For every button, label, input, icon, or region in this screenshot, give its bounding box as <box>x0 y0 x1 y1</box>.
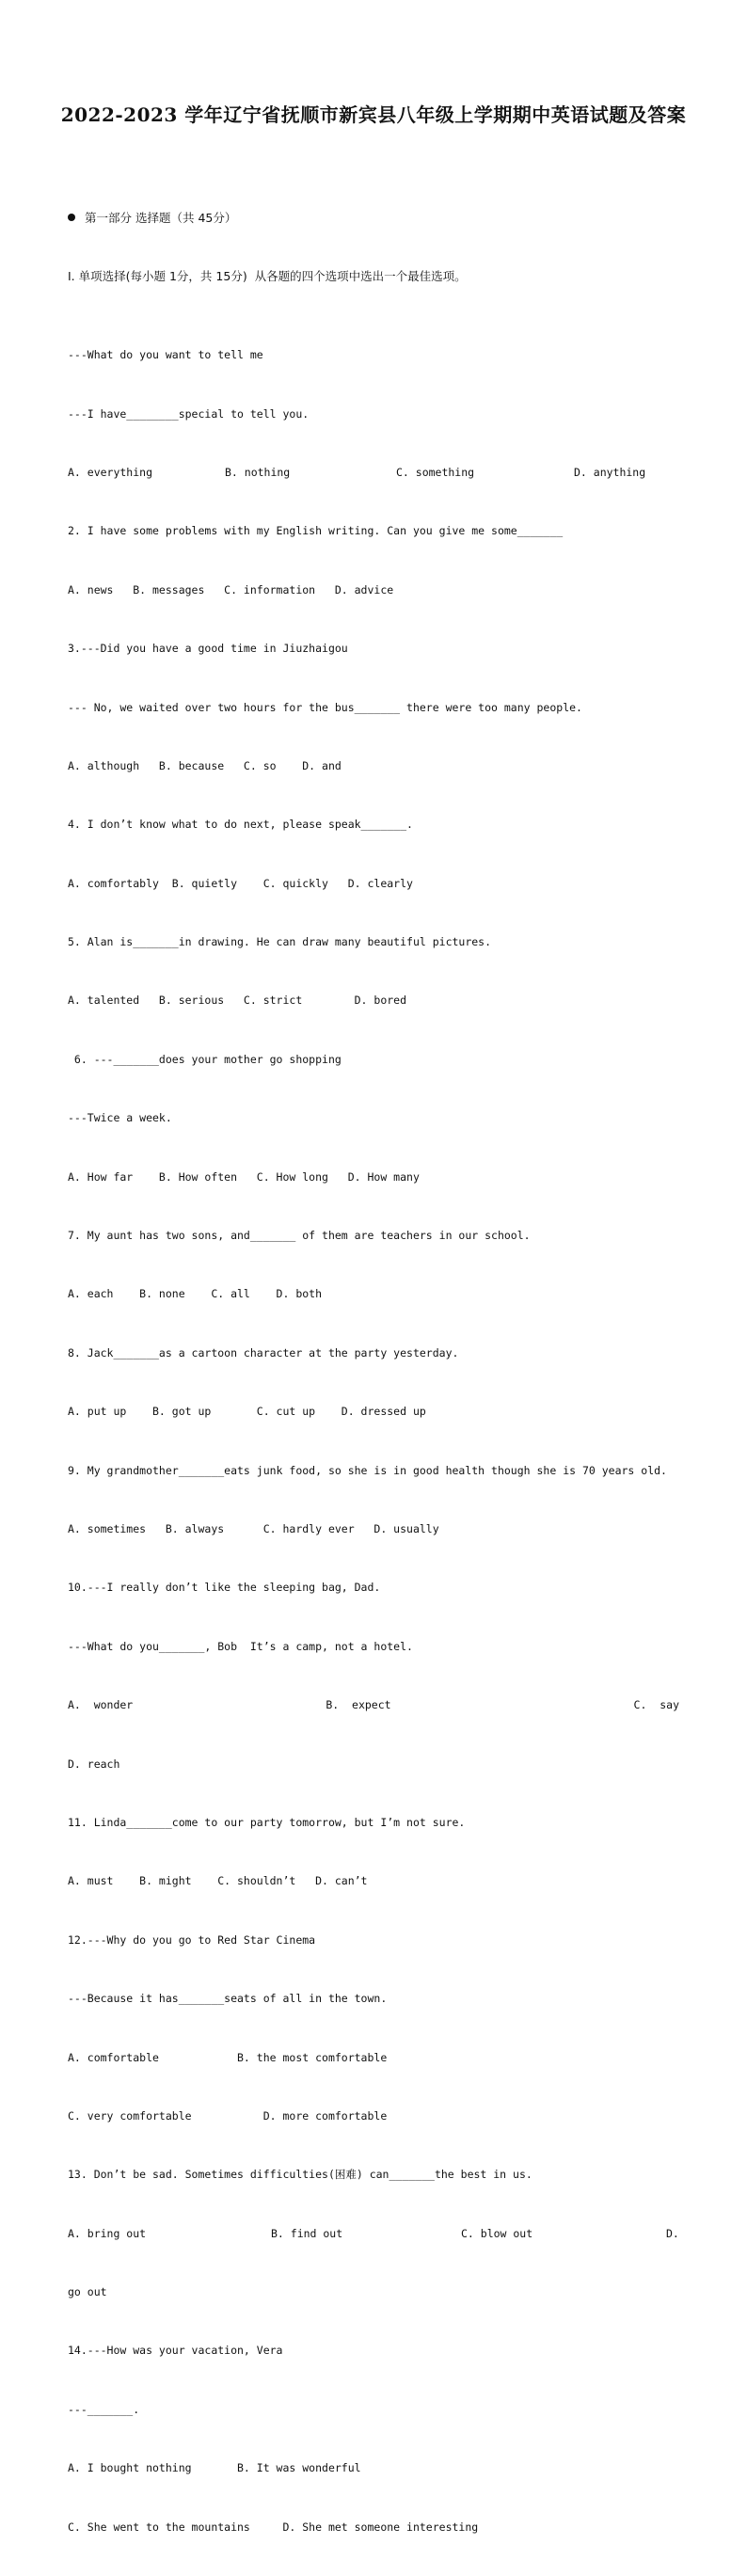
text-line: 3.---Did you have a good time in Jiuzhaigou <box>68 642 348 656</box>
option: A. everything <box>68 465 153 479</box>
text-line: A. comfortably B. quietly C. quickly D. clearly <box>68 876 413 890</box>
text-line: ---What do you_______, Bob It’s a camp, not a hotel. <box>68 1639 413 1653</box>
option-row <box>68 2224 679 2244</box>
option: D. anything <box>574 465 646 479</box>
text-line: go out <box>68 2285 107 2299</box>
text-line: 8. Jack_______as a cartoon character at the party yesterday. <box>68 1345 459 1360</box>
text-line: 11. Linda_______come to our party tomorrow, but I’m not sure. <box>68 1815 466 1829</box>
option: B. expect <box>326 1698 391 1712</box>
text-line: 7. My aunt has two sons, and_______ of them are teachers in our school. <box>68 1229 531 1243</box>
option: D. <box>666 2226 679 2240</box>
text-line: ---I have________special to tell you. <box>68 406 310 421</box>
text-line: ---Because it has_______seats of all in the town. <box>68 1992 388 2006</box>
option: B. nothing <box>225 465 291 479</box>
text-line: A. talented B. serious C. strict D. bored <box>68 994 407 1008</box>
text-line: 5. Alan is_______in drawing. He can draw many beautiful pictures. <box>68 935 492 949</box>
text-line: ---_______. <box>68 2402 140 2416</box>
text-line: A. although B. because C. so D. and <box>68 758 342 772</box>
option-row <box>68 463 679 483</box>
text-line: C. She went to the mountains D. She met someone interesting <box>68 2520 479 2534</box>
text-line: A. comfortable B. the most comfortable <box>68 2050 388 2064</box>
text-line: A. each B. none C. all D. both <box>68 1287 323 1301</box>
document-title: 2022-2023 学年辽宁省抚顺市新宾县八年级上学期期中英语试题及答案 <box>60 103 687 126</box>
option: C. say <box>633 1698 679 1712</box>
option: C. something <box>396 465 475 479</box>
bullet-icon <box>68 214 75 221</box>
text-line: A. How far B. How often C. How long D. How many <box>68 1169 420 1184</box>
text-line: A. put up B. got up C. cut up D. dressed up <box>68 1405 426 1419</box>
text-line: 4. I don’t know what to do next, please speak_______. <box>68 818 413 832</box>
option: C. blow out <box>461 2226 533 2240</box>
text-line: A. I bought nothing B. It was wonderful <box>68 2461 361 2475</box>
text-line: 14.---How was your vacation, Vera <box>68 2344 283 2358</box>
text-line: --- No, we waited over two hours for the bus_______ there were too many people. <box>68 700 582 714</box>
text-line: A. news B. messages C. information D. advice <box>68 582 394 596</box>
text-line: A. must B. might C. shouldn’t D. can’t <box>68 1874 368 1888</box>
option-row <box>68 1695 679 1715</box>
text-line: 10.---I really don’t like the sleeping bag, Dad. <box>68 1581 381 1595</box>
document-body <box>68 169 679 2576</box>
text-line: C. very comfortable D. more comfortable <box>68 2108 388 2123</box>
section-heading: 第一部分 选择题（共 45分） <box>68 209 679 229</box>
option: B. find out <box>271 2226 343 2240</box>
text-line: 6. ---_______does your mother go shopping <box>68 1052 342 1066</box>
text-line: ---What do you want to tell me <box>68 348 263 362</box>
text-line: ---Twice a week. <box>68 1111 172 1125</box>
text-line: 2. I have some problems with my English writing. Can you give me some_______ <box>68 524 564 538</box>
text-line: D. reach <box>68 1757 120 1771</box>
instruction-line: Ⅰ. 单项选择(每小题 1分，共 15分) 从各题的四个选项中选出一个最佳选项。 <box>68 268 467 283</box>
text-line: 9. My grandmother_______eats junk food, so she is in good health though she is 70 years old. <box>68 1463 667 1477</box>
text-line: A. sometimes B. always C. hardly ever D. usually <box>68 1521 439 1535</box>
option: A. bring out <box>68 2226 147 2240</box>
text-line: 12.---Why do you go to Red Star Cinema <box>68 1932 316 1947</box>
text-line: 13. Don’t be sad. Sometimes difficulties(困难) can_______the best in us. <box>68 2168 532 2182</box>
option: A. wonder <box>68 1698 134 1712</box>
